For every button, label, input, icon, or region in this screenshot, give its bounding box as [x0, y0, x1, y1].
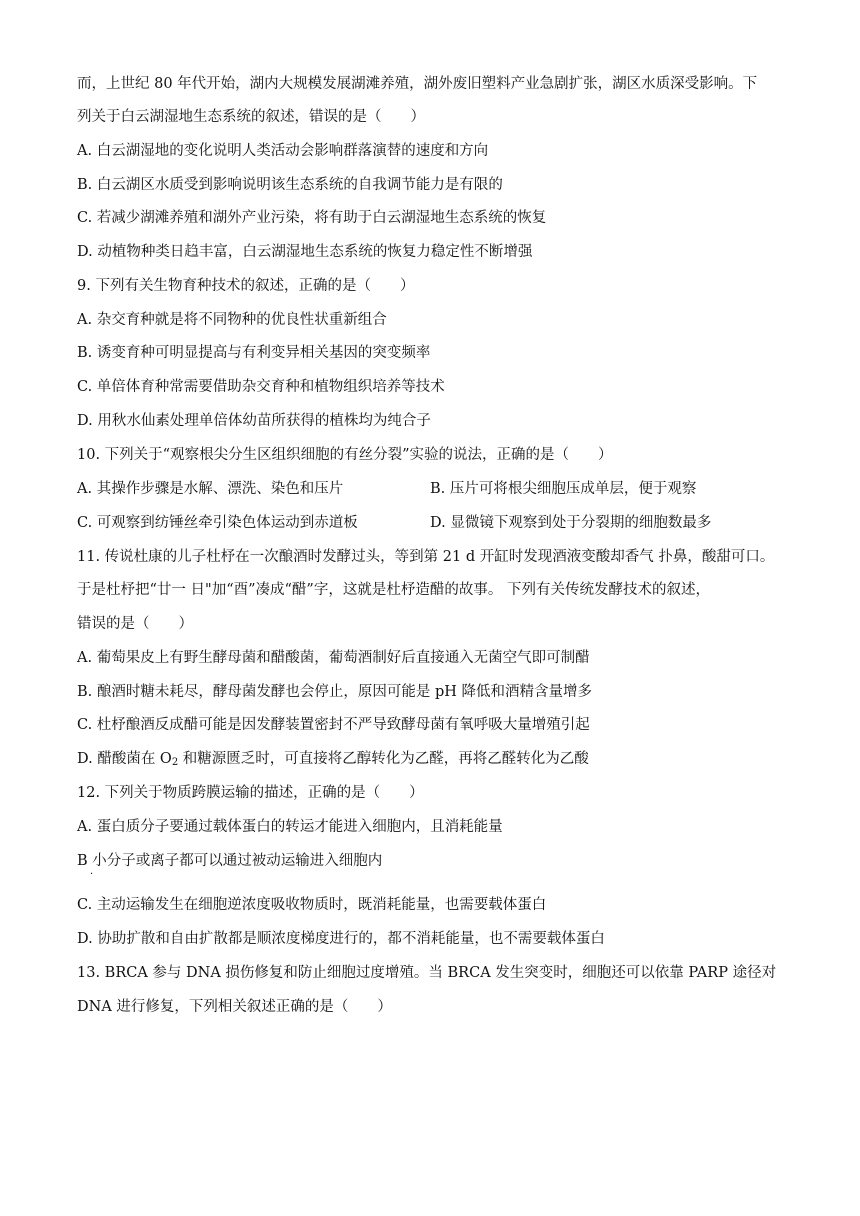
q8-stem-line-1: 而，上世纪 80 年代开始，湖内大规模发展湖滩养殖，湖外废旧塑料产业急剧扩张，湖区水质深受影响。下: [77, 76, 758, 92]
q11-option-c: C. 杜杼酿酒反成醋可能是因发酵装置密封不严导致酵母菌有氧呼吸大量增殖引起: [77, 717, 590, 733]
q12-option-b: B 小分子或离子都可以通过被动运输进入细胞内: [77, 853, 383, 869]
q11-stem-line-1: 11. 传说杜康的儿子杜杼在一次酿酒时发酵过头，等到第 21 d 开缸时发现酒液变酸却香气 扑鼻，酸甜可口。: [77, 549, 775, 565]
q10-stem: 10. 下列关于“观察根尖分生区组织细胞的有丝分裂”实验的说法，正确的是（ ）: [77, 447, 613, 463]
q8-option-a: A. 白云湖湿地的变化说明人类活动会影响群落演替的速度和方向: [77, 143, 489, 159]
q8-option-c: C. 若减少湖滩养殖和湖外产业污染，将有助于白云湖湿地生态系统的恢复: [77, 210, 547, 226]
q11-option-d-pre: D. 醋酸菌在 O: [77, 751, 172, 767]
q11-option-d: [77, 749, 589, 769]
q8-stem-line-2: 列关于白云湖湿地生态系统的叙述，错误的是（ ）: [77, 109, 425, 125]
q12-option-b-dot: ·: [90, 869, 94, 880]
q10-option-a: A. 其操作步骤是水解、漂洗、染色和压片: [77, 481, 344, 497]
q12-option-a: A. 蛋白质分子要通过载体蛋白的转运才能进入细胞内，且消耗能量: [77, 819, 503, 835]
q10-option-c: C. 可观察到纺锤丝牵引染色体运动到赤道板: [77, 515, 358, 531]
q9-option-c: C. 单倍体育种常需要借助杂交育种和植物组织培养等技术: [77, 379, 445, 395]
q11-option-b: B. 酿酒时糖未耗尽，酵母菌发酵也会停止，原因可能是 pH 降低和酒精含量增多: [77, 684, 593, 700]
q12-option-d: D. 协助扩散和自由扩散都是顺浓度梯度进行的，都不消耗能量，也不需要载体蛋白: [77, 931, 605, 947]
q11-option-a: A. 葡萄果皮上有野生酵母菌和醋酸菌，葡萄酒制好后直接通入无菌空气即可制醋: [77, 650, 590, 666]
q12-option-c: C. 主动运输发生在细胞逆浓度吸收物质时，既消耗能量，也需要载体蛋白: [77, 897, 547, 913]
q11-stem-line-3: 错误的是（ ）: [77, 616, 193, 632]
q9-option-b: B. 诱变育种可明显提高与有利变异相关基因的突变频率: [77, 345, 431, 361]
q9-stem: 9. 下列有关生物育种技术的叙述，正确的是（ ）: [77, 278, 415, 294]
q11-stem-line-2: 于是杜杼把“廿一 日"加“酉”凑成“醋”字，这就是杜杼造醋的故事。 下列有关传统发酵技术的叙述，: [77, 582, 710, 598]
q13-stem-line-1: 13. BRCA 参与 DNA 损伤修复和防止细胞过度增殖。当 BRCA 发生突变时，细胞还可以依靠 PARP 途径对: [77, 965, 777, 981]
q9-option-a: A. 杂交育种就是将不同物种的优良性状重新组合: [77, 312, 387, 328]
q8-option-d: D. 动植物种类日趋丰富，白云湖湿地生态系统的恢复力稳定性不断增强: [77, 244, 533, 260]
q10-option-b: B. 压片可将根尖细胞压成单层，便于观察: [430, 481, 697, 497]
q10-option-d: D. 显微镜下观察到处于分裂期的细胞数最多: [430, 515, 712, 531]
q11-option-d-subscript: 2: [171, 757, 179, 768]
q11-option-d-post: 和糖源匮乏时，可直接将乙醇转化为乙醛，再将乙醛转化为乙酸: [178, 751, 589, 767]
q13-stem-line-2: DNA 进行修复，下列相关叙述正确的是（ ）: [77, 999, 392, 1015]
q12-stem: 12. 下列关于物质跨膜运输的描述，正确的是（ ）: [77, 785, 424, 801]
q8-option-b: B. 白云湖区水质受到影响说明该生态系统的自我调节能力是有限的: [77, 177, 503, 193]
q9-option-d: D. 用秋水仙素处理单倍体幼苗所获得的植株均为纯合子: [77, 413, 431, 429]
